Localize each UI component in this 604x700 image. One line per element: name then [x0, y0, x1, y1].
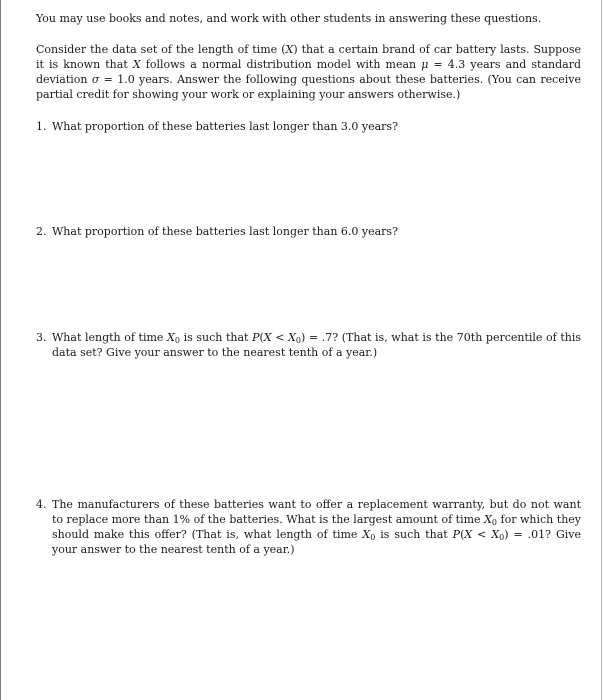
desc-sigma: σ	[91, 73, 100, 86]
q3-var-x2: X	[288, 331, 296, 344]
question-number: 4.	[36, 498, 47, 511]
q4-var-p: P	[452, 528, 461, 541]
desc-text-5: = 1.0 years. Answer the following questions about these batteries. (You can receive partial credit for showing your work or explaining your answers otherwise.)	[36, 73, 582, 101]
q4-sub-1: 0	[370, 533, 376, 542]
desc-var-x: X	[285, 43, 294, 56]
q3-text-4: <	[271, 331, 289, 344]
problem-description	[36, 42, 581, 102]
q3-var-x0: X	[167, 331, 175, 344]
question-2	[36, 224, 581, 239]
q4-sub-0: 0	[491, 518, 498, 527]
q4-sub-2: 0	[499, 533, 505, 542]
desc-text-1: Consider the data set of the length of time (	[36, 43, 286, 56]
instructions-text: You may use books and notes, and work with other students in answering these questions.	[36, 12, 542, 25]
question-1	[36, 119, 581, 134]
desc-mu: μ	[421, 58, 429, 71]
question-text: What proportion of these batteries last longer than 6.0 years?	[52, 225, 398, 238]
q4-text-1: The manufacturers of these batteries want to offer a replacement warranty, but do not want to replace more than 1% of the batteries. What is the largest amount of time	[52, 498, 581, 526]
q4-var-x0: X	[484, 513, 492, 526]
q4-text-2: for which they should make this offer? (That is, what length of time	[52, 513, 581, 541]
desc-text-2: ) that a certain brand of car battery lasts. Suppose it is known that	[36, 43, 581, 71]
q4-text-6: ) = .01? Give your answer to the nearest tenth of a year.)	[52, 528, 581, 556]
q4-var-x1: X	[362, 528, 371, 541]
question-number: 1.	[36, 120, 47, 133]
question-text: What proportion of these batteries last longer than 3.0 years?	[52, 120, 398, 133]
question-number: 3.	[36, 331, 47, 344]
question-text	[52, 330, 581, 360]
desc-text-4: = 4.3 years and standard deviation	[36, 58, 582, 86]
desc-text-3: follows a normal distribution model with mean	[140, 58, 422, 71]
q3-text-2: is such that	[179, 331, 253, 344]
q4-text-4: (	[460, 528, 465, 541]
q4-text-3: is such that	[375, 528, 453, 541]
q3-var-x1: X	[263, 331, 272, 344]
q3-text-3: (	[259, 331, 264, 344]
question-text	[52, 497, 581, 557]
question-number: 2.	[36, 225, 47, 238]
q3-sub-1: 0	[295, 336, 301, 345]
q3-text-5: ) = .7? (That is, what is the 70th percentile of this data set? Give your answer to the nearest tenth of a year.)	[52, 331, 582, 359]
q4-var-x3: X	[491, 528, 500, 541]
q4-var-x2: X	[464, 528, 473, 541]
question-3	[36, 330, 581, 360]
q3-sub-0: 0	[174, 336, 180, 345]
q3-text-1: What length of time	[52, 331, 168, 344]
question-4	[36, 497, 581, 557]
q3-var-p: P	[252, 331, 260, 344]
desc-var-x-2: X	[132, 58, 141, 71]
q4-text-5: <	[472, 528, 492, 541]
